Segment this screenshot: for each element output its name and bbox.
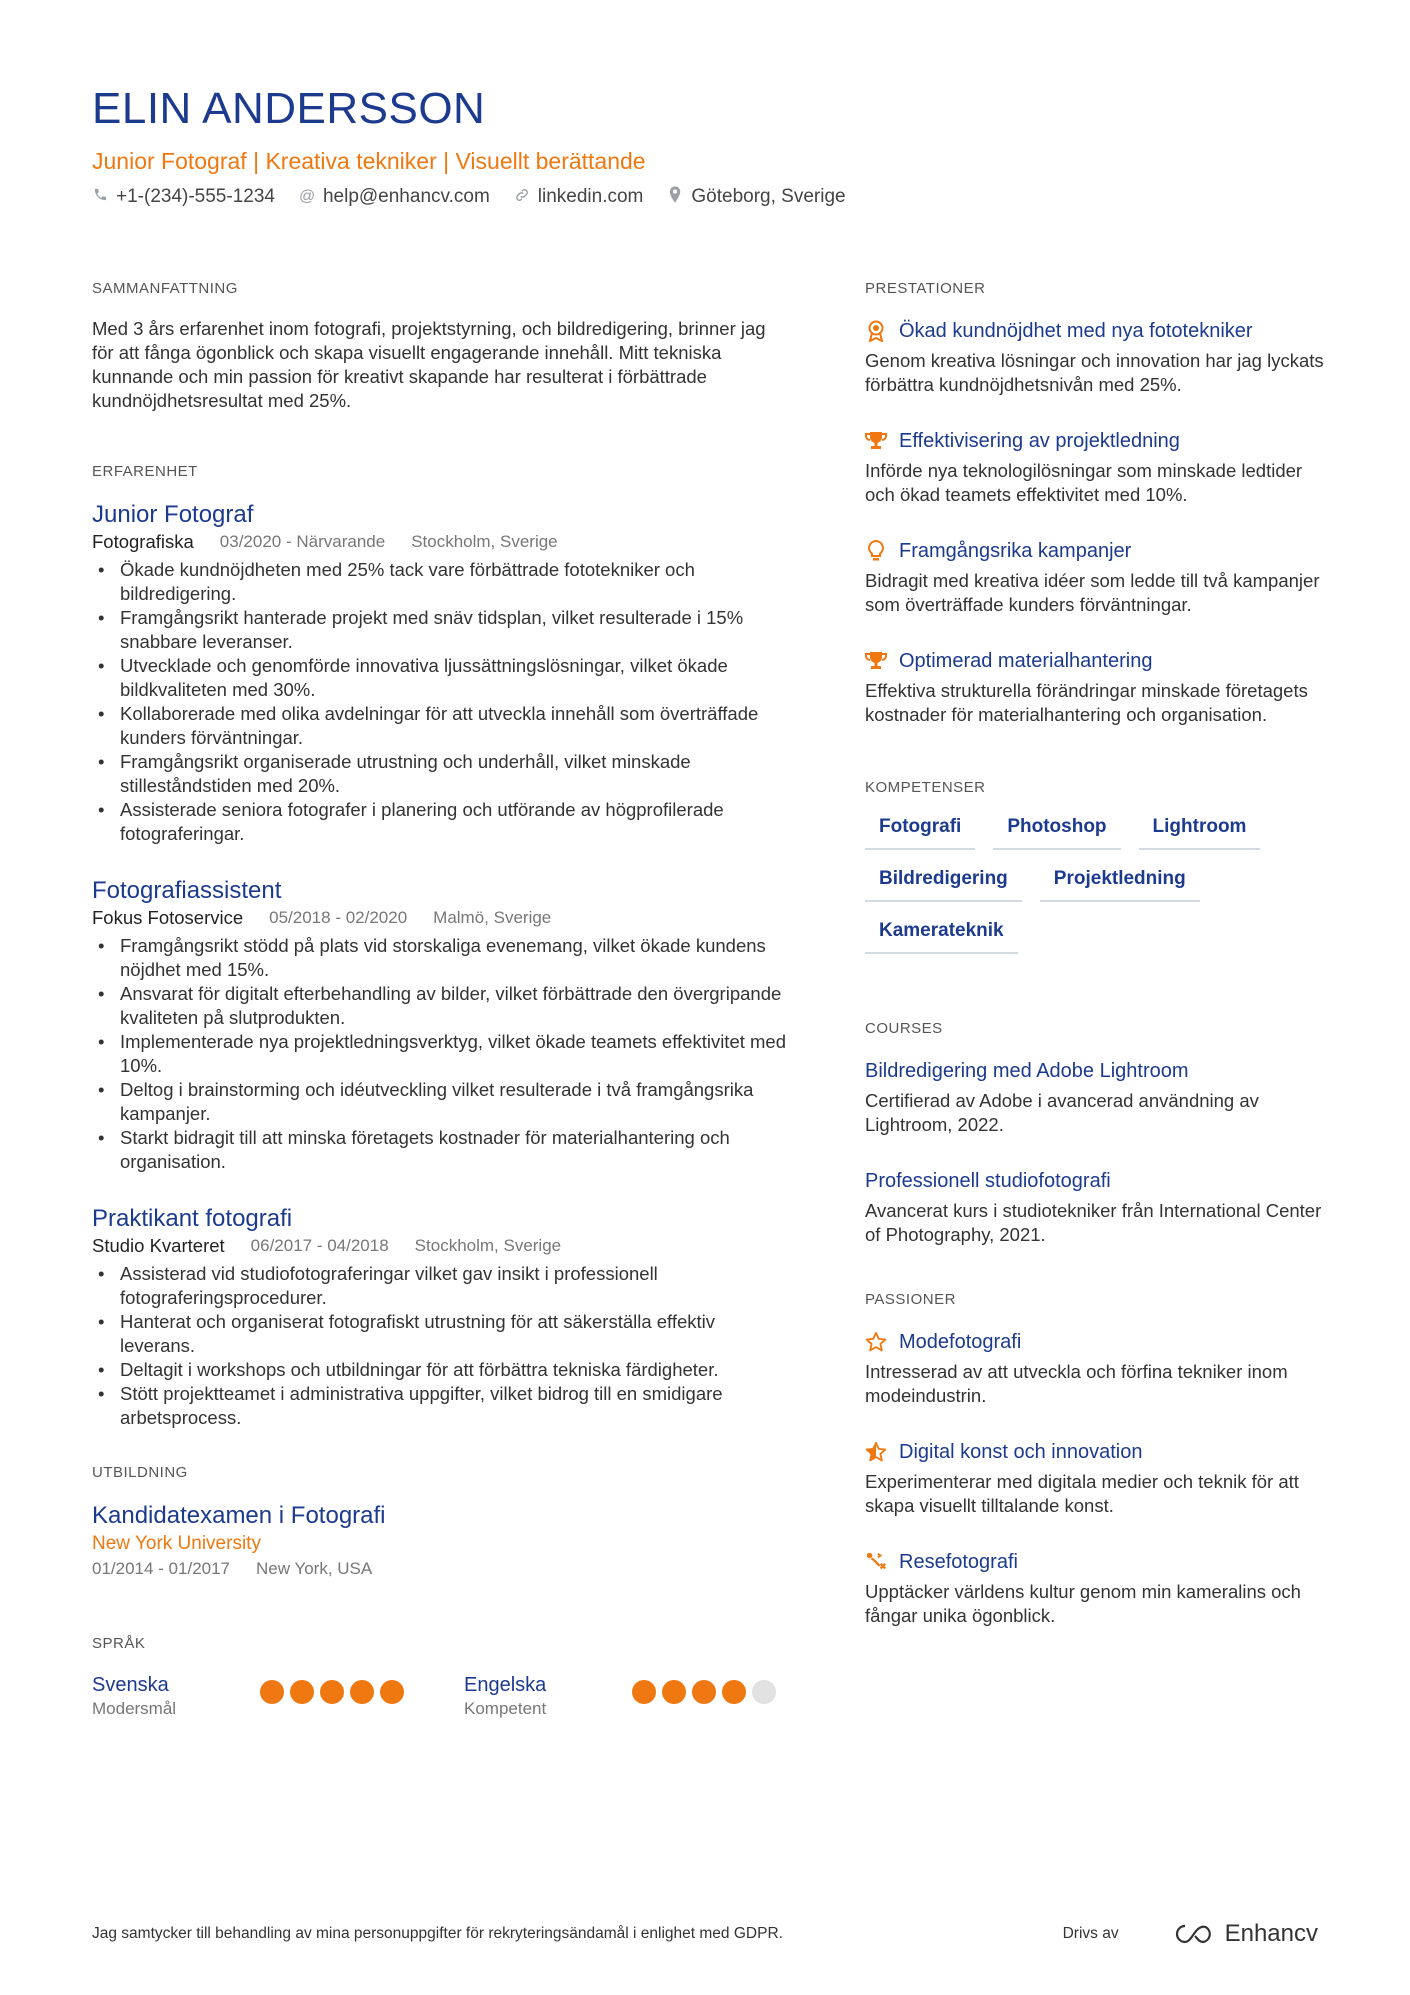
job-dates: 05/2018 - 02/2020: [269, 908, 408, 927]
job-bullet: • Hanterat och organiserat fotografiskt utrustning för att säkerställa effektiv leverans.: [92, 1310, 792, 1358]
passion-desc: Upptäcker världens kultur genom min kameralins och fångar unika ögonblick.: [865, 1581, 1301, 1626]
job-bullet: • Deltagit i workshops och utbildningar för att förbättra tekniska färdigheter.: [92, 1358, 792, 1382]
star-outline-icon: [865, 1331, 887, 1353]
achievement-item: [865, 427, 1325, 507]
job-dates: 06/2017 - 04/2018: [250, 1236, 389, 1255]
skill-tag: Bildredigering: [865, 868, 1022, 902]
job-bullets: [92, 1262, 792, 1430]
footer: [92, 1920, 1318, 1948]
language-level: Modersmål: [92, 1699, 177, 1718]
achievement-desc: Införde nya teknologilösningar som minskade ledtider och ökad teamets effektivitet med 10%.: [865, 460, 1303, 505]
achievement-item: [865, 537, 1325, 617]
trophy-icon: [865, 650, 887, 672]
language-name: Engelska: [464, 1674, 547, 1696]
job-entry: [92, 876, 792, 1174]
job-bullet: • Implementerade nya projektledningsverktyg, vilket ökade teamets effektivitet med 10%.: [92, 1030, 792, 1078]
job-meta: [92, 530, 792, 554]
job-bullet: • Kollaborerade med olika avdelningar för att utveckla innehåll som överträffade kunders förväntningar.: [92, 702, 792, 750]
job-bullet: • Framgångsrikt hanterade projekt med snäv tidsplan, vilket resulterade i 15% snabbare leveranser.: [92, 606, 792, 654]
skills-heading: KOMPETENSER: [865, 779, 986, 796]
link-icon: [514, 187, 530, 208]
rating-dot-empty: [752, 1680, 776, 1704]
passions-section: [865, 1291, 1325, 1628]
skill-tag: Photoshop: [993, 816, 1120, 850]
education-location: New York, USA: [256, 1559, 373, 1578]
phone-icon: [92, 187, 108, 207]
at-icon: @: [298, 188, 316, 205]
job-dates: 03/2020 - Närvarande: [219, 532, 386, 551]
education-dates: 01/2014 - 01/2017: [92, 1559, 231, 1578]
contact-linkedin[interactable]: [514, 186, 644, 208]
job-entry: [92, 1204, 792, 1430]
star-half-icon: [865, 1441, 887, 1463]
skill-tag: Fotografi: [865, 816, 975, 850]
job-bullet: • Assisterad vid studiofotograferingar vilket gav insikt i professionell fotograferingsprocedurer.: [92, 1262, 792, 1310]
achievement-desc: Bidragit med kreativa idéer som ledde till två kampanjer som överträffade kunders förväntningar.: [865, 570, 1320, 615]
achievements-section: [865, 280, 1325, 727]
passion-title: Digital konst och innovation: [899, 1441, 1143, 1463]
languages-heading: SPRÅK: [92, 1635, 146, 1652]
job-company: Studio Kvarteret: [92, 1235, 225, 1256]
achievement-item: [865, 317, 1325, 397]
skill-tag: Kamerateknik: [865, 920, 1018, 954]
job-bullets: [92, 558, 792, 846]
passion-item: [865, 1438, 1325, 1518]
course-title: Bildredigering med Adobe Lightroom: [865, 1060, 1189, 1082]
job-company: Fokus Fotoservice: [92, 907, 244, 928]
education-degree: Kandidatexamen i Fotografi: [92, 1502, 386, 1529]
courses-section: [865, 1020, 1325, 1247]
left-column: [92, 280, 792, 1720]
passion-item: [865, 1548, 1325, 1628]
enhancv-logo-icon: [1173, 1922, 1217, 1946]
contact-phone[interactable]: [92, 186, 275, 208]
achievement-title: Framgångsrika kampanjer: [899, 540, 1132, 562]
contact-location: [667, 186, 845, 208]
resume-name: ELIN ANDERSSON: [92, 84, 486, 133]
course-item: [865, 1167, 1325, 1247]
achievement-title: Effektivisering av projektledning: [899, 430, 1180, 452]
location-pin-icon: [667, 186, 683, 208]
job-title: Fotografiassistent: [92, 877, 282, 904]
skill-tag: Lightroom: [1139, 816, 1261, 850]
rating-dot-filled: [722, 1680, 746, 1704]
job-bullet: • Starkt bidragit till att minska företagets kostnader för materialhantering och organisation.: [92, 1126, 792, 1174]
skills-section: [865, 779, 1325, 954]
linkedin-text: linkedin.com: [537, 186, 644, 207]
language-rating: [632, 1680, 776, 1704]
summary-section: [92, 280, 792, 413]
job-bullet: • Stött projektteamet i administrativa uppgifter, vilket bidrog till en smidigare arbetsprocess.: [92, 1382, 792, 1430]
job-bullet: • Framgångsrikt organiserade utrustning och underhåll, vilket minskade stilleståndstiden med 20%.: [92, 750, 792, 798]
award-ribbon-icon: [865, 320, 887, 342]
brand-name: Enhancv: [1224, 1920, 1318, 1947]
rating-dot-filled: [632, 1680, 656, 1704]
passion-desc: Experimenterar med digitala medier och teknik för att skapa visuellt tilltalande konst.: [865, 1471, 1299, 1516]
job-bullets: [92, 934, 792, 1174]
languages-section: [92, 1635, 792, 1720]
job-title: Junior Fotograf: [92, 501, 254, 528]
route-icon: [865, 1551, 887, 1573]
trophy-icon: [865, 430, 887, 452]
education-section: [92, 1464, 792, 1581]
courses-heading: COURSES: [865, 1020, 943, 1037]
education-meta: [92, 1557, 792, 1581]
passions-heading: PASSIONER: [865, 1291, 956, 1308]
rating-dot-filled: [380, 1680, 404, 1704]
job-bullet: • Assisterade seniora fotografer i planering och utförande av högprofilerade fotograferingar.: [92, 798, 792, 846]
job-company: Fotografiska: [92, 531, 194, 552]
rating-dot-filled: [662, 1680, 686, 1704]
job-meta: [92, 906, 792, 930]
contact-email[interactable]: [299, 186, 490, 208]
right-column: [865, 280, 1325, 1658]
job-bullet: • Ansvarat för digitalt efterbehandling av bilder, vilket förbättrade den övergripande kvaliteten på slutprodukten.: [92, 982, 792, 1030]
passion-title: Modefotografi: [899, 1331, 1022, 1353]
rating-dot-filled: [290, 1680, 314, 1704]
gdpr-consent: Jag samtycker till behandling av mina personuppgifter för rekryteringsändamål i enlighet med GDPR.: [92, 1925, 783, 1942]
job-bullet: • Utvecklade och genomförde innovativa ljussättningslösningar, vilket ökade bildkvaliteten med 30%.: [92, 654, 792, 702]
course-desc: Certifierad av Adobe i avancerad användning av Lightroom, 2022.: [865, 1090, 1259, 1135]
contact-bar: [92, 186, 846, 208]
experience-heading: ERFARENHET: [92, 463, 198, 480]
job-entry: [92, 500, 792, 846]
location-text: Göteborg, Sverige: [691, 186, 846, 207]
rating-dot-filled: [260, 1680, 284, 1704]
education-heading: UTBILDNING: [92, 1464, 188, 1481]
phone-text: +1-(234)-555-1234: [116, 186, 275, 207]
achievements-heading: PRESTATIONER: [865, 280, 986, 297]
job-location: Stockholm, Sverige: [411, 532, 558, 551]
achievement-desc: Genom kreativa lösningar och innovation har jag lyckats förbättra kundnöjdhetsnivån med 25%.: [865, 350, 1324, 395]
job-title: Praktikant fotografi: [92, 1205, 293, 1232]
powered-by-label: Drivs av: [1062, 1925, 1119, 1942]
achievement-item: [865, 647, 1325, 727]
enhancv-logo[interactable]: [1173, 1920, 1318, 1948]
course-desc: Avancerat kurs i studiotekniker från International Center of Photography, 2021.: [865, 1200, 1322, 1245]
experience-section: [92, 463, 792, 1430]
summary-heading: SAMMANFATTNING: [92, 280, 238, 297]
resume-headline: Junior Fotograf | Kreativa tekniker | Visuellt berättande: [92, 148, 646, 174]
job-location: Malmö, Sverige: [433, 908, 552, 927]
achievement-title: Ökad kundnöjdhet med nya fototekniker: [899, 320, 1253, 342]
language-level: Kompetent: [464, 1699, 547, 1718]
rating-dot-filled: [350, 1680, 374, 1704]
passion-desc: Intresserad av att utveckla och förfina tekniker inom modeindustrin.: [865, 1361, 1288, 1406]
education-school: New York University: [92, 1533, 261, 1554]
language-item: [464, 1672, 776, 1720]
passion-item: [865, 1328, 1325, 1408]
job-bullet: • Framgångsrikt stödd på plats vid storskaliga evenemang, vilket ökade kundens nöjdhet med 15%.: [92, 934, 792, 982]
summary-text: Med 3 års erfarenhet inom fotografi, projektstyrning, och bildredigering, brinner jag för att fånga ögonblick och skapa visuellt engagerande innehåll. Mitt tekniska kunnande och min passion för kreativt skapande har resulterat i förbättrade kundnöjdhetsresultat med 25%.: [92, 318, 766, 411]
course-title: Professionell studiofotografi: [865, 1170, 1111, 1192]
lightbulb-icon: [865, 540, 887, 562]
language-rating: [260, 1680, 404, 1704]
job-bullet: • Deltog i brainstorming och idéutveckling vilket resulterade i två framgångsrika kampanjer.: [92, 1078, 792, 1126]
languages-row: [92, 1672, 792, 1720]
course-item: [865, 1057, 1325, 1137]
email-text: help@enhancv.com: [322, 186, 490, 207]
skill-tag: Projektledning: [1040, 868, 1200, 902]
language-item: [92, 1672, 404, 1720]
job-meta: [92, 1234, 792, 1258]
language-name: Svenska: [92, 1674, 169, 1696]
rating-dot-filled: [320, 1680, 344, 1704]
job-bullet: • Ökade kundnöjdheten med 25% tack vare förbättrade fototekniker och bildredigering.: [92, 558, 792, 606]
rating-dot-filled: [692, 1680, 716, 1704]
job-location: Stockholm, Sverige: [414, 1236, 562, 1255]
skills-list: [865, 816, 1325, 954]
achievement-desc: Effektiva strukturella förändringar minskade företagets kostnader för materialhantering och organisation.: [865, 680, 1308, 725]
passion-title: Resefotografi: [899, 1551, 1018, 1573]
achievement-title: Optimerad materialhantering: [899, 650, 1153, 672]
